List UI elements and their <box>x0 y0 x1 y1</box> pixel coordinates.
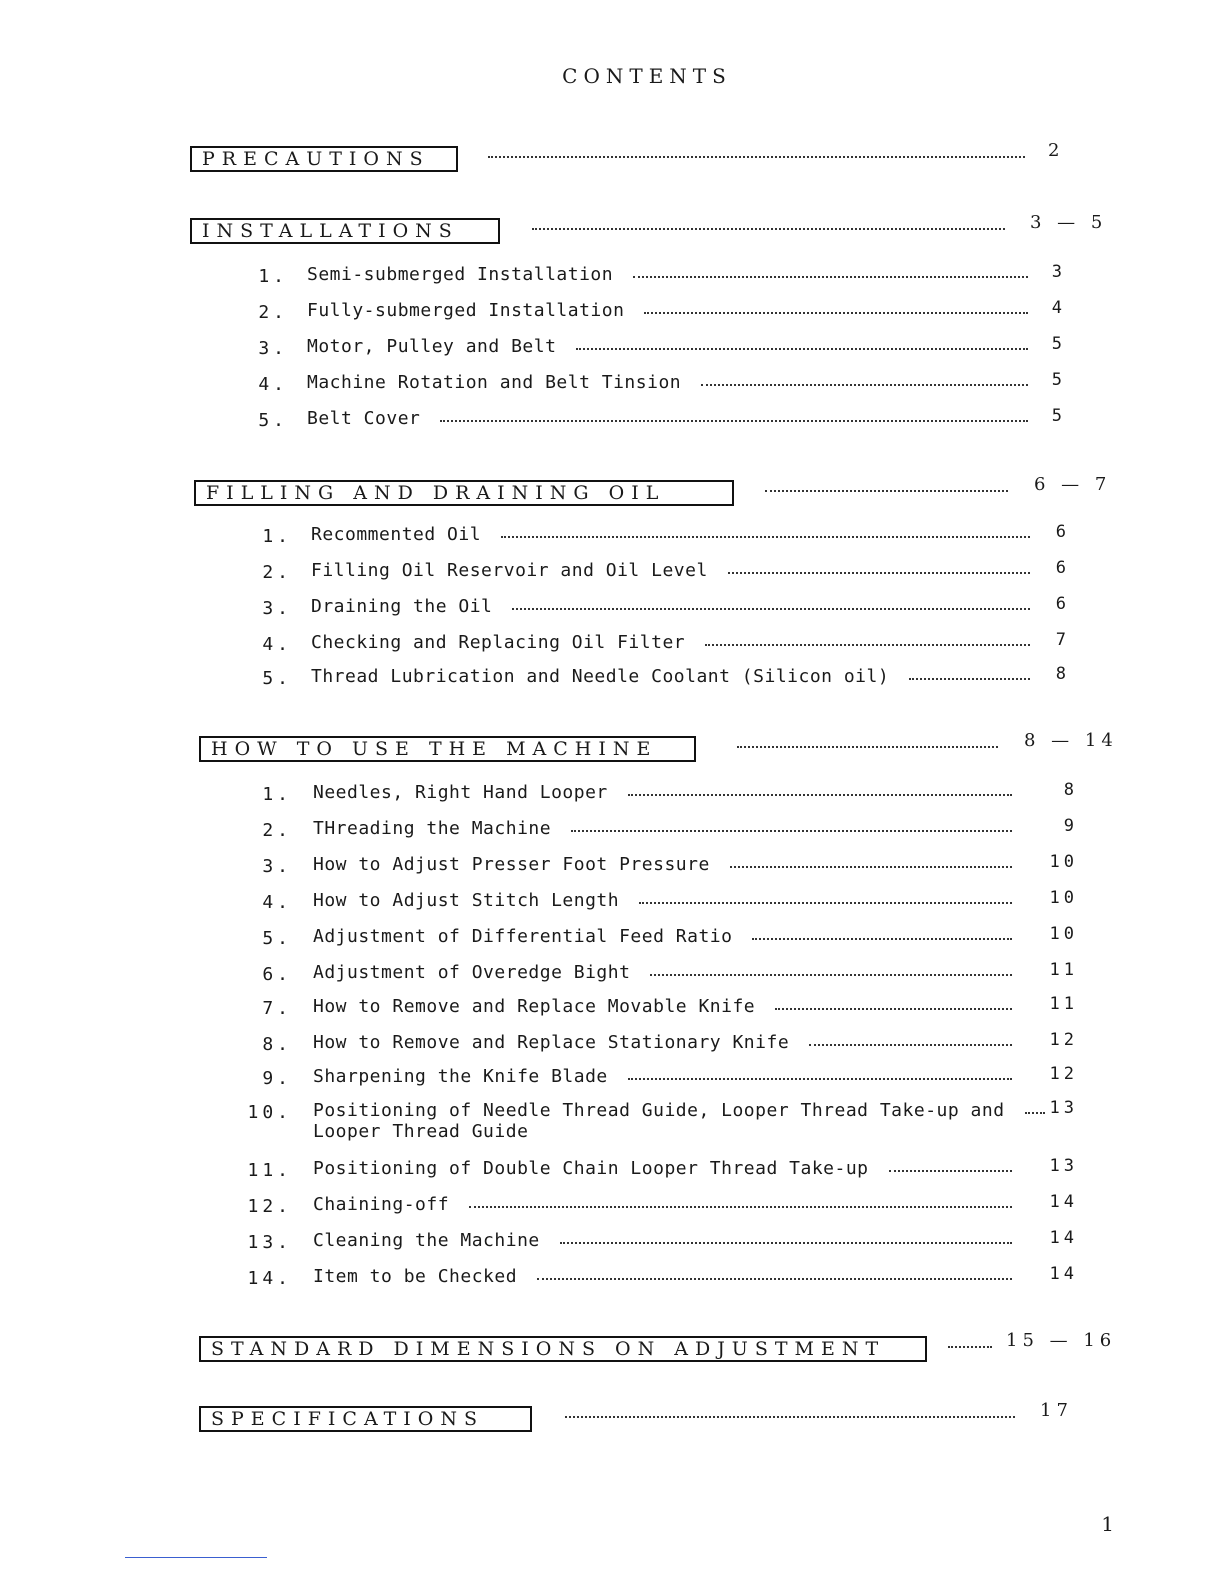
dot-leader <box>628 1078 1012 1080</box>
dot-leader <box>501 536 1030 538</box>
item-page: 6 <box>1055 594 1070 614</box>
item-page: 7 <box>1055 630 1070 650</box>
dot-leader <box>576 348 1028 350</box>
list-item <box>0 370 1224 400</box>
item-number: 9. <box>262 1068 292 1089</box>
item-page: 10 <box>1049 852 1078 872</box>
toc-section <box>0 474 1224 514</box>
section-heading: STANDARD DIMENSIONS ON ADJUSTMENT <box>199 1336 927 1362</box>
list-item <box>0 406 1224 436</box>
dot-leader <box>560 1242 1012 1244</box>
list-item <box>0 924 1224 954</box>
item-label <box>313 996 755 1017</box>
item-label-text: Chaining-off <box>313 1194 450 1215</box>
item-page: 8 <box>1063 780 1078 800</box>
list-item <box>0 1064 1224 1094</box>
item-label <box>313 1066 608 1087</box>
dot-leader <box>701 384 1028 386</box>
toc-section <box>0 140 1224 180</box>
item-label-text: Filling Oil Reservoir and Oil Level <box>311 560 708 581</box>
item-number: 10. <box>247 1102 292 1123</box>
item-label-text: Needles, Right Hand Looper <box>313 782 608 803</box>
list-item <box>0 780 1224 810</box>
toc-section <box>0 730 1224 770</box>
item-page: 5 <box>1051 406 1066 426</box>
item-number: 14. <box>247 1268 292 1289</box>
item-label-text: Motor, Pulley and Belt <box>307 336 557 357</box>
section-page: 3 — 5 <box>1030 212 1108 233</box>
item-number: 5. <box>262 928 292 949</box>
section-page: 17 <box>1040 1400 1073 1421</box>
section-heading: FILLING AND DRAINING OIL <box>194 480 734 506</box>
item-number: 2. <box>262 820 292 841</box>
toc-section <box>0 1400 1224 1440</box>
item-number: 5. <box>262 668 292 689</box>
list-item <box>0 1264 1224 1294</box>
list-item <box>0 630 1224 660</box>
item-page: 5 <box>1051 334 1066 354</box>
item-page: 5 <box>1051 370 1066 390</box>
item-page: 10 <box>1049 888 1078 908</box>
toc-section <box>0 1330 1224 1370</box>
item-label-text: THreading the Machine <box>313 818 552 839</box>
list-item <box>0 1228 1224 1258</box>
item-label-text: Item to be Checked <box>313 1266 518 1287</box>
item-label-text: Checking and Replacing Oil Filter <box>311 632 686 653</box>
item-label <box>313 1194 449 1215</box>
item-number: 8. <box>262 1034 292 1055</box>
list-item <box>0 1098 1224 1142</box>
item-label <box>313 890 619 911</box>
dot-leader <box>730 866 1012 868</box>
page-title: CONTENTS <box>562 64 732 88</box>
item-number: 12. <box>247 1196 292 1217</box>
item-label-text: Belt Cover <box>307 408 421 429</box>
item-page: 3 <box>1051 262 1066 282</box>
item-page: 4 <box>1051 298 1066 318</box>
item-label <box>311 596 492 617</box>
item-page: 14 <box>1049 1192 1078 1212</box>
item-number: 5. <box>258 410 288 431</box>
item-label <box>307 336 556 357</box>
item-label-text: Fully-submerged Installation <box>307 300 625 321</box>
dot-leader <box>440 420 1028 422</box>
item-label <box>307 300 624 321</box>
item-label <box>311 524 481 545</box>
item-page: 6 <box>1055 558 1070 578</box>
item-number: 3. <box>262 856 292 877</box>
item-label <box>313 1230 540 1251</box>
item-label <box>313 1100 1005 1142</box>
item-label-text: Adjustment of Differential Feed Ratio <box>313 926 733 947</box>
item-page: 9 <box>1063 816 1078 836</box>
list-item <box>0 816 1224 846</box>
item-label <box>313 1158 869 1179</box>
list-item <box>0 594 1224 624</box>
item-page: 11 <box>1049 960 1078 980</box>
item-page: 14 <box>1049 1264 1078 1284</box>
item-label-text: Thread Lubrication and Needle Coolant (Silicon oil) <box>311 666 890 687</box>
item-label-text: Recommented Oil <box>311 524 482 545</box>
list-item <box>0 994 1224 1024</box>
item-label <box>313 1266 517 1287</box>
item-number: 11. <box>247 1160 292 1181</box>
item-label-text: Semi-submerged Installation <box>307 264 614 285</box>
item-label-text: Sharpening the Knife Blade <box>313 1066 608 1087</box>
dot-leader <box>752 938 1012 940</box>
page-number: 1 <box>1101 1512 1114 1536</box>
item-label <box>313 1032 789 1053</box>
item-number: 7. <box>262 998 292 1019</box>
item-page: 8 <box>1055 664 1070 684</box>
dot-leader <box>650 974 1012 976</box>
item-label-text: Adjustment of Overedge Bight <box>313 962 631 983</box>
section-heading: INSTALLATIONS <box>190 218 500 244</box>
item-number: 4. <box>258 374 288 395</box>
item-page: 10 <box>1049 924 1078 944</box>
item-number: 4. <box>262 634 292 655</box>
dot-leader <box>728 572 1030 574</box>
item-label <box>311 666 889 687</box>
list-item <box>0 1156 1224 1186</box>
dot-leader <box>537 1278 1012 1280</box>
item-number: 3. <box>262 598 292 619</box>
dot-leader <box>775 1008 1012 1010</box>
item-label-text: Positioning of Needle Thread Guide, Looper Thread Take-up and <box>313 1100 1005 1121</box>
list-item <box>0 298 1224 328</box>
dot-leader <box>705 644 1030 646</box>
item-label-text: How to Adjust Stitch Length <box>313 890 620 911</box>
item-label <box>311 632 685 653</box>
list-item <box>0 522 1224 552</box>
item-label <box>313 926 732 947</box>
dot-leader <box>532 228 1005 230</box>
item-label-text: Cleaning the Machine <box>313 1230 540 1251</box>
item-label-continuation: Looper Thread Guide <box>313 1121 529 1142</box>
item-label <box>307 408 420 429</box>
list-item <box>0 334 1224 364</box>
section-page: 15 — 16 <box>1006 1330 1117 1351</box>
item-label-text: Machine Rotation and Belt Tinsion <box>307 372 682 393</box>
list-item <box>0 888 1224 918</box>
dot-leader <box>628 794 1012 796</box>
section-heading: SPECIFICATIONS <box>199 1406 532 1432</box>
section-page: 2 <box>1048 140 1065 161</box>
item-label-text: How to Adjust Presser Foot Pressure <box>313 854 710 875</box>
item-label <box>313 782 608 803</box>
item-label <box>307 264 613 285</box>
item-number: 3. <box>258 338 288 359</box>
dot-leader <box>639 902 1012 904</box>
item-number: 2. <box>262 562 292 583</box>
list-item <box>0 262 1224 292</box>
item-number: 4. <box>262 892 292 913</box>
item-number: 1. <box>262 784 292 805</box>
section-heading: HOW TO USE THE MACHINE <box>199 736 696 762</box>
item-page: 12 <box>1049 1064 1078 1084</box>
dot-leader <box>488 156 1025 158</box>
list-item <box>0 960 1224 990</box>
item-number: 13. <box>247 1232 292 1253</box>
dot-leader <box>809 1044 1012 1046</box>
dot-leader <box>469 1206 1012 1208</box>
footer-rule <box>125 1557 267 1558</box>
toc-section <box>0 212 1224 252</box>
item-label <box>313 854 710 875</box>
item-number: 1. <box>262 526 292 547</box>
item-label-text: How to Remove and Replace Movable Knife <box>313 996 756 1017</box>
item-label-text: How to Remove and Replace Stationary Knife <box>313 1032 790 1053</box>
item-label-text: Draining the Oil <box>311 596 493 617</box>
item-page: 13 <box>1049 1156 1078 1176</box>
dot-leader <box>512 608 1030 610</box>
dot-leader <box>948 1346 992 1348</box>
dot-leader <box>737 746 998 748</box>
dot-leader <box>889 1170 1012 1172</box>
section-heading: PRECAUTIONS <box>190 146 458 172</box>
dot-leader <box>644 312 1028 314</box>
dot-leader <box>633 276 1028 278</box>
list-item <box>0 664 1224 694</box>
item-page: 14 <box>1049 1228 1078 1248</box>
item-page: 6 <box>1055 522 1070 542</box>
list-item <box>0 852 1224 882</box>
list-item <box>0 1192 1224 1222</box>
dot-leader <box>765 490 1008 492</box>
item-label <box>307 372 681 393</box>
dot-leader <box>571 830 1012 832</box>
item-number: 2. <box>258 302 288 323</box>
section-page: 8 — 14 <box>1024 730 1118 751</box>
item-page: 13 <box>1049 1098 1078 1118</box>
item-label <box>311 560 708 581</box>
list-item <box>0 558 1224 588</box>
item-number: 1. <box>258 266 288 287</box>
item-label-text: Positioning of Double Chain Looper Thread Take-up <box>313 1158 869 1179</box>
item-label <box>313 962 630 983</box>
list-item <box>0 1030 1224 1060</box>
dot-leader <box>565 1416 1015 1418</box>
item-page: 12 <box>1049 1030 1078 1050</box>
item-page: 11 <box>1049 994 1078 1014</box>
section-page: 6 — 7 <box>1034 474 1112 495</box>
item-label <box>313 818 551 839</box>
item-number: 6. <box>262 964 292 985</box>
